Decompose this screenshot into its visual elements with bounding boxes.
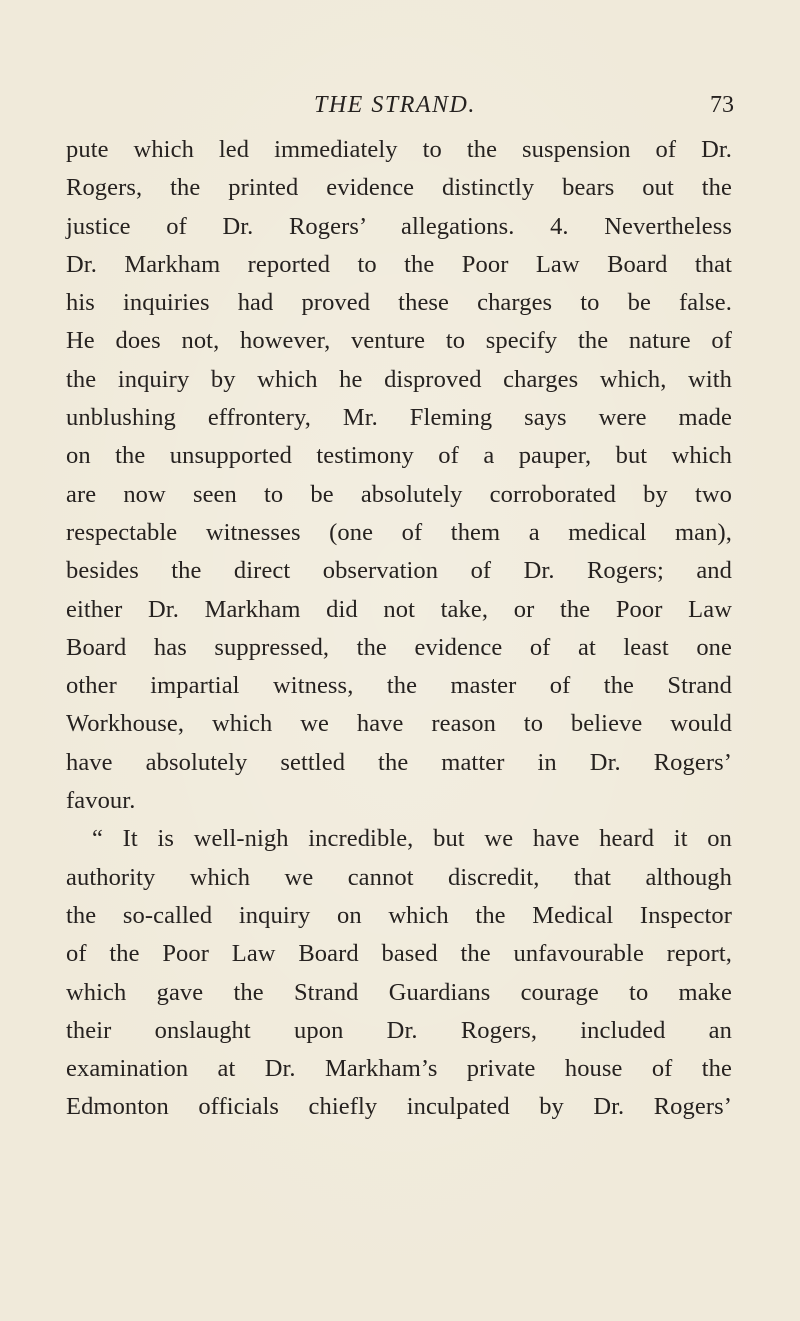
text-line: “ It is well-nigh incredible, but we have heard it on bbox=[92, 825, 732, 853]
text-line: unblushing effrontery, Mr. Fleming says were made bbox=[66, 404, 732, 432]
text-line: the so-called inquiry on which the Medical Inspector bbox=[66, 901, 732, 929]
text-line: either Dr. Markham did not take, or the Poor Law bbox=[66, 595, 732, 623]
text-line: which gave the Strand Guardians courage to make bbox=[66, 978, 732, 1006]
text-line: respectable witnesses (one of them a medical man), bbox=[66, 518, 732, 546]
text-line: are now seen to be absolutely corroborated by two bbox=[66, 480, 732, 508]
body-text bbox=[66, 131, 732, 1127]
text-line: Dr. Markham reported to the Poor Law Board that bbox=[66, 250, 732, 278]
page-number: 73 bbox=[710, 92, 734, 118]
text-line: on the unsupported testimony of a pauper, but which bbox=[66, 442, 732, 470]
text-line: have absolutely settled the matter in Dr. Rogers’ bbox=[66, 748, 732, 776]
text-line: authority which we cannot discredit, that although bbox=[66, 863, 732, 891]
text-line: Board has suppressed, the evidence of at least one bbox=[66, 633, 732, 661]
text-line: favour. bbox=[66, 787, 136, 815]
running-head bbox=[66, 88, 734, 122]
text-line: examination at Dr. Markham’s private house of the bbox=[66, 1055, 732, 1083]
text-line: Rogers, the printed evidence distinctly bears out the bbox=[66, 174, 732, 202]
text-line: Edmonton officials chiefly inculpated by Dr. Rogers’ bbox=[66, 1093, 732, 1121]
text-line: besides the direct observation of Dr. Rogers; and bbox=[66, 557, 732, 585]
text-line: other impartial witness, the master of the Strand bbox=[66, 672, 732, 700]
text-line: justice of Dr. Rogers’ allegations. 4. Nevertheless bbox=[66, 212, 732, 240]
text-line: the inquiry by which he disproved charges which, with bbox=[66, 365, 732, 393]
text-line: pute which led immediately to the suspension of Dr. bbox=[66, 136, 732, 163]
text-line: He does not, however, venture to specify the nature of bbox=[66, 327, 732, 355]
text-line: their onslaught upon Dr. Rogers, included an bbox=[66, 1016, 732, 1044]
running-title: THE STRAND. bbox=[314, 92, 476, 118]
text-line: of the Poor Law Board based the unfavourable report, bbox=[66, 940, 732, 968]
text-line: Workhouse, which we have reason to believe would bbox=[66, 710, 732, 738]
text-line: his inquiries had proved these charges to be false. bbox=[66, 289, 732, 317]
